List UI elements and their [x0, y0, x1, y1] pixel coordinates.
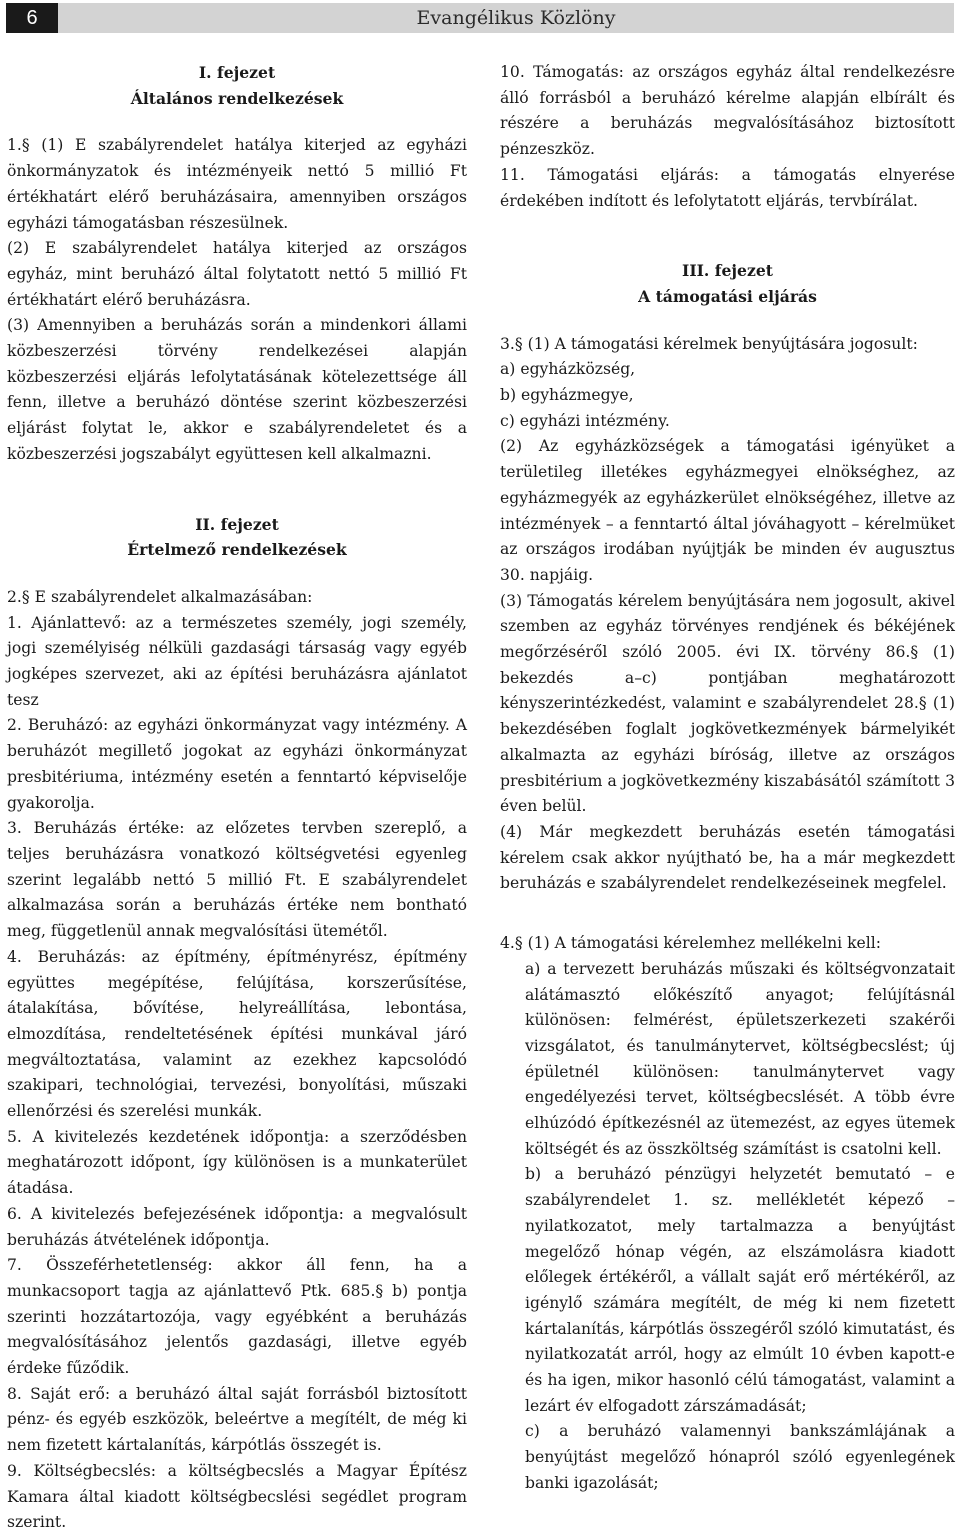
section-3-paragraph-4: (4) Már megkezdett beruházás esetén támogatási kérelem csak akkor nyújtható be, ha a már megkezdett beruházás e szabályrendelet rendelkezéseinek megfelel.: [500, 822, 955, 893]
definition-4: 4. Beruházás: az építmény, építményrész, építmény együttes megépítése, felújítása, korszerűsítése, átalakítása, bővítése, helyreállítása, lebontása, elmozdítása, rendeltetésének építési munkával járó megváltoztatása, valamint az ezekhez kapcsolódó szakipari, technológiai, tervezési, bonyolítási, műszaki ellenőrzési és szerelési munkák.: [7, 947, 467, 1121]
section-4-item-a: a) a tervezett beruházás műszaki és költségvonzatait alátámasztó előkészítő anyagot; felújításnál különösen: felmérést, épületszerkezeti szakérői vizsgálatot, és tanulmánytervet, költségbecslést; új épületnél különösen: tanulmánytervet vagy engedélyezési tervet, költségbecslését. A több évre elhúzódó építkezésnél az ütemezést, az egyes ütemek költségét és az összköltség számítást is csatolni kell.: [525, 959, 955, 1158]
chapter-1-title: Általános rendelkezések: [130, 88, 344, 108]
definition-9: 9. Költségbecslés: a költségbecslés a Magyar Építész Kamara által kiadott költségbecslési segédlet program szerint.: [7, 1461, 467, 1532]
section-4-item-b: b) a beruházó pénzügyi helyzetét bemutató – e szabályrendelet 1. sz. mellékletét képező – nyilatkozatot, mely tartalmazza a benyújtást megelőző hónap végén, az elszámolásra kiadott előlegek értékéről, a vállalt saját erő mértékéről, az igénylő számára megítélt, de még ki nem fizetett kártalanítás, kárpótlás összegéről szóló kimutatást, és nyilatkozatát arról, hogy az elmúlt 10 évben kapott-e és ha igen, mikor hasonló célú támogatást, valamint a lezárt év elfogadott zárszámadását;: [525, 1165, 955, 1415]
section-4-intro: 4.§ (1) A támogatási kérelemhez mellékelni kell:: [500, 934, 882, 953]
section-1-paragraph-3: (3) Amennyiben a beruházás során a mindenkori állami közbeszerzési törvény rendelkezései alapján közbeszerzési eljárás lefolytatásának kötelezettsége áll fenn, illetve a beruházó döntése szerint közbeszerzési eljárást folytat le, akkor e szabályrendeletet és a közbeszerzési jogszabályt együttesen kell alkalmazni.: [7, 316, 467, 463]
definition-5: 5. A kivitelezés kezdetének időpontja: a szerződésben meghatározott időpont, így különösen is a munkaterület átadása.: [7, 1127, 467, 1198]
section-3-paragraph-3: (3) Támogatás kérelem benyújtására nem jogosult, akivel szemben az egyház törvényes rendjének és békéjének megőrzéséről szóló 2005. évi IX. törvény 86.§ (1) bekezdés a–c) pontjában meghatározott kényszerintézkedést, valamint e szabályrendelet 28.§ (1) bekezdésében foglalt jogkövetkezmények bármelyikét alkalmazta az egyházi bíróság, illetve az országos presbitérium a jogkövetkezmény kiszabásától számított 3 éven belül.: [500, 591, 955, 816]
chapter-3-title: A támogatási eljárás: [638, 286, 817, 306]
chapter-1-number: I. fejezet: [198, 63, 276, 82]
definition-7: 7. Összeférhetetlenség: akkor áll fenn, ha a munkacsoport tagja az ajánlattevő Ptk. 685.§ b) pontja szerinti hozzátartozója, vagy egyébként a beruházás megvalósításához jelentős gazdasági, illetve egyéb érdeke fűződik.: [7, 1256, 467, 1378]
section-3-paragraph-2: (2) Az egyházközségek a támogatási igényüket a területileg illetékes egyházmegyei elnökséghez, az egyházmegyék az egyházkerület elnökségéhez, illetve az intézmények – a fenntartó által jóváhagyott – kérelmüket az országos irodában nyújtják be minden év augusztus 30. napjáig.: [500, 437, 955, 584]
chapter-3-number: III. fejezet: [682, 261, 773, 281]
chapter-2-number: II. fejezet: [195, 514, 279, 534]
section-3-intro: 3.§ (1) A támogatási kérelmek benyújtására jogosult:: [500, 334, 918, 353]
definition-3: 3. Beruházás értéke: az előzetes tervben szereplő, a teljes beruházásra vonatkozó költségvetési egyenleg szerint legalább nettó 5 millió Ft. E szabályrendelet alkalmazása során a beruházás értéke nem bontható meg, függetlenül annak megvalósítási ütemétől.: [7, 819, 467, 941]
section-4-item-c: c) a beruházó valamennyi bankszámlájának a benyújtást megelőző hónapról szóló egyenlegének banki igazolását;: [525, 1422, 955, 1492]
definition-11: 11. Támogatási eljárás: a támogatás elnyerése érdekében indított és lefolytatott eljárás, tervbírálat.: [500, 165, 955, 210]
definition-2: 2. Beruházó: az egyházi önkormányzat vagy intézmény. A beruházót megillető jogokat az egyházi önkormányzat presbitériuma, intézmény esetén a fenntartó képviselője gyakorolja.: [7, 716, 467, 812]
section-2-intro: 2.§ E szabályrendelet alkalmazásában:: [7, 587, 313, 606]
section-3-item-b: b) egyházmegye,: [500, 386, 634, 405]
definition-10: 10. Támogatás: az országos egyház által rendelkezésre álló forrásból a beruházó kérelme alapján elbírált és részére a beruházás megvalósításához biztosított pénzeszköz.: [500, 63, 955, 159]
right-column: [500, 60, 955, 1497]
section-1-paragraph-2: (2) E szabályrendelet hatálya kiterjed az országos egyház, mint beruházó által folytatott nettó 5 millió Ft értékhatárt elérő beruházásra.: [7, 239, 467, 309]
page-header: [6, 3, 954, 33]
section-1-paragraph-1: 1.§ (1) E szabályrendelet hatálya kiterjed az egyházi önkormányzatok és intézményeik nettó 5 millió Ft értékhatárt elérő beruházásaira, amennyiben országos egyházi támogatásban részesülnek.: [7, 136, 467, 232]
section-3-item-c: c) egyházi intézmény.: [500, 411, 670, 430]
journal-title: Evangélikus Közlöny: [416, 7, 616, 29]
definition-1: 1. Ajánlattevő: az a természetes személy, jogi személy, jogi személyiség nélküli gazdasági társaság vagy egyéb jogképes szervezet, aki az építési beruházásra ajánlatot tesz: [7, 613, 467, 709]
definition-6: 6. A kivitelezés befejezésének időpontja: a megvalósult beruházás átvételének időpontja.: [7, 1204, 467, 1249]
left-column: [7, 60, 467, 1536]
section-3-item-a: a) egyházközség,: [500, 360, 636, 379]
definition-8: 8. Saját erő: a beruházó által saját forrásból biztosított pénz- és egyéb eszközök, beleértve a megítélt, de még ki nem fizetett kártalanítás, kárpótlás összegét is.: [7, 1384, 467, 1455]
chapter-2-title: Értelmező rendelkezések: [127, 540, 347, 560]
page-number: 6: [6, 3, 58, 33]
